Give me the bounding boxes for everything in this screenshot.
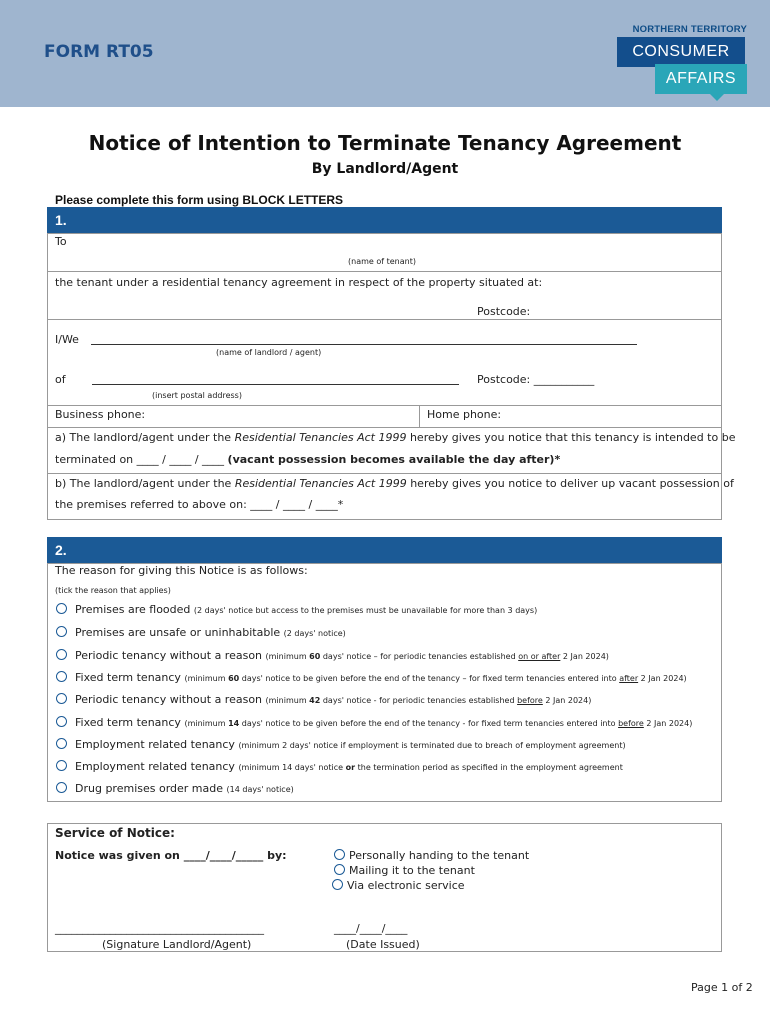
logo-speech-tail [709,93,725,101]
reason-radio[interactable] [56,649,67,660]
page-header [0,0,770,107]
tenant-name-caption: (name of tenant) [348,257,416,266]
reason-label: Drug premises order made [75,782,224,795]
reason-radio[interactable] [56,760,67,771]
section-2-header: 2. [47,537,722,563]
reason-radio[interactable] [56,693,67,704]
reason-item [75,716,692,729]
reason-radio[interactable] [56,626,67,637]
postcode-label: Postcode: [477,305,531,318]
to-label: To [55,235,67,248]
method-radio-electronic[interactable] [332,879,343,890]
form-code: FORM RT05 [44,42,154,62]
page-title: Notice of Intention to Terminate Tenancy Agreement [88,131,682,155]
reason-label: Premises are flooded [75,603,191,616]
page-number: Page 1 of 2 [691,981,753,994]
section-1-header: 1. [47,207,722,233]
reason-item [75,693,591,706]
logo-consumer: CONSUMER [617,37,745,67]
reason-item [75,738,626,751]
method-radio-mail[interactable] [334,864,345,875]
iwe-label: I/We [55,333,79,346]
reason-label: Premises are unsafe or uninhabitable [75,626,281,639]
postal-address-line[interactable] [92,384,459,385]
reason-item [75,782,294,795]
reason-intro: The reason for giving this Notice is as follows: [55,564,308,577]
divider [47,427,722,428]
divider [47,405,722,406]
reason-note: (2 days' notice but access to the premises must be unavailable for more than 3 days) [193,606,538,615]
reason-note: (minimum 60 days' notice to be given before the end of the tenancy – for fixed term tenancies entered into after 2 Jan 2024) [184,674,687,683]
divider [47,473,722,474]
reason-radio[interactable] [56,671,67,682]
reason-radio[interactable] [56,716,67,727]
date-issued-caption: (Date Issued) [346,938,420,951]
postal-address-caption: (insert postal address) [152,391,242,400]
page-subtitle: By Landlord/Agent [311,161,459,177]
landlord-name-line[interactable] [91,344,637,345]
reason-note: (minimum 42 days' notice - for periodic tenancies established before 2 Jan 2024) [265,696,592,705]
reason-note: (minimum 60 days' notice – for periodic tenancies established on or after 2 Jan 2024) [265,652,609,661]
signature-caption: (Signature Landlord/Agent) [102,938,252,951]
tick-note: (tick the reason that applies) [55,586,171,595]
landlord-name-caption: (name of landlord / agent) [216,348,322,357]
method-mail: Mailing it to the tenant [349,864,475,877]
method-radio-personal[interactable] [334,849,345,860]
date-issued-line[interactable]: ____/____/____ [334,922,408,935]
reason-radio[interactable] [56,782,67,793]
reason-label: Periodic tenancy without a reason [75,693,263,706]
reason-label: Fixed term tenancy [75,671,181,684]
reason-note: (minimum 14 days' notice or the termination period as specified in the employment agreement [238,763,623,772]
reason-item [75,626,346,639]
reason-note: (minimum 14 days' notice to be given before the end of the tenancy - for fixed term tenancies entered into before 2 Jan 2024) [184,719,693,728]
business-phone-label[interactable]: Business phone: [55,408,146,421]
reason-label: Employment related tenancy [75,738,235,751]
reason-item [75,671,687,684]
option-b-line1: b) The landlord/agent under the Residential Tenancies Act 1999 hereby gives you notice to deliver up vacant possession of [55,477,734,490]
home-phone-label[interactable]: Home phone: [427,408,502,421]
reason-radio[interactable] [56,603,67,614]
logo-affairs: AFFAIRS [655,64,747,94]
reason-label: Employment related tenancy [75,760,235,773]
option-b-line2: the premises referred to above on: ____ / ____ / ____* [55,498,344,511]
logo-top-text: NORTHERN TERRITORY [632,24,747,35]
reason-radio[interactable] [56,738,67,749]
property-text: the tenant under a residential tenancy agreement in respect of the property situated at: [55,276,543,289]
notice-given-on[interactable]: Notice was given on ____/____/_____ by: [55,849,287,862]
method-electronic: Via electronic service [347,879,465,892]
method-personal: Personally handing to the tenant [349,849,530,862]
postcode-field[interactable]: Postcode: ___________ [477,373,595,386]
consumer-affairs-logo [617,24,747,102]
instructions: Please complete this form using BLOCK LETTERS [55,193,344,207]
reason-label: Periodic tenancy without a reason [75,649,263,662]
of-label: of [55,373,66,386]
reason-item [75,603,537,616]
option-a-line1: a) The landlord/agent under the Residential Tenancies Act 1999 hereby gives you notice that this tenancy is intended to be [55,431,736,444]
reason-note: (14 days' notice) [226,785,294,794]
divider [47,319,722,320]
reason-item [75,760,623,773]
reason-note: (2 days' notice) [283,629,346,638]
reason-note: (minimum 2 days' notice if employment is terminated due to breach of employment agreement) [238,741,626,750]
signature-line[interactable]: ______________________________________ [55,922,264,935]
option-a-line2: terminated on ____ / ____ / ____ (vacant possession becomes available the day after)* [55,453,561,466]
reason-item [75,649,609,662]
reason-label: Fixed term tenancy [75,716,181,729]
divider [47,271,722,272]
divider [419,405,420,427]
service-heading: Service of Notice: [55,826,175,840]
